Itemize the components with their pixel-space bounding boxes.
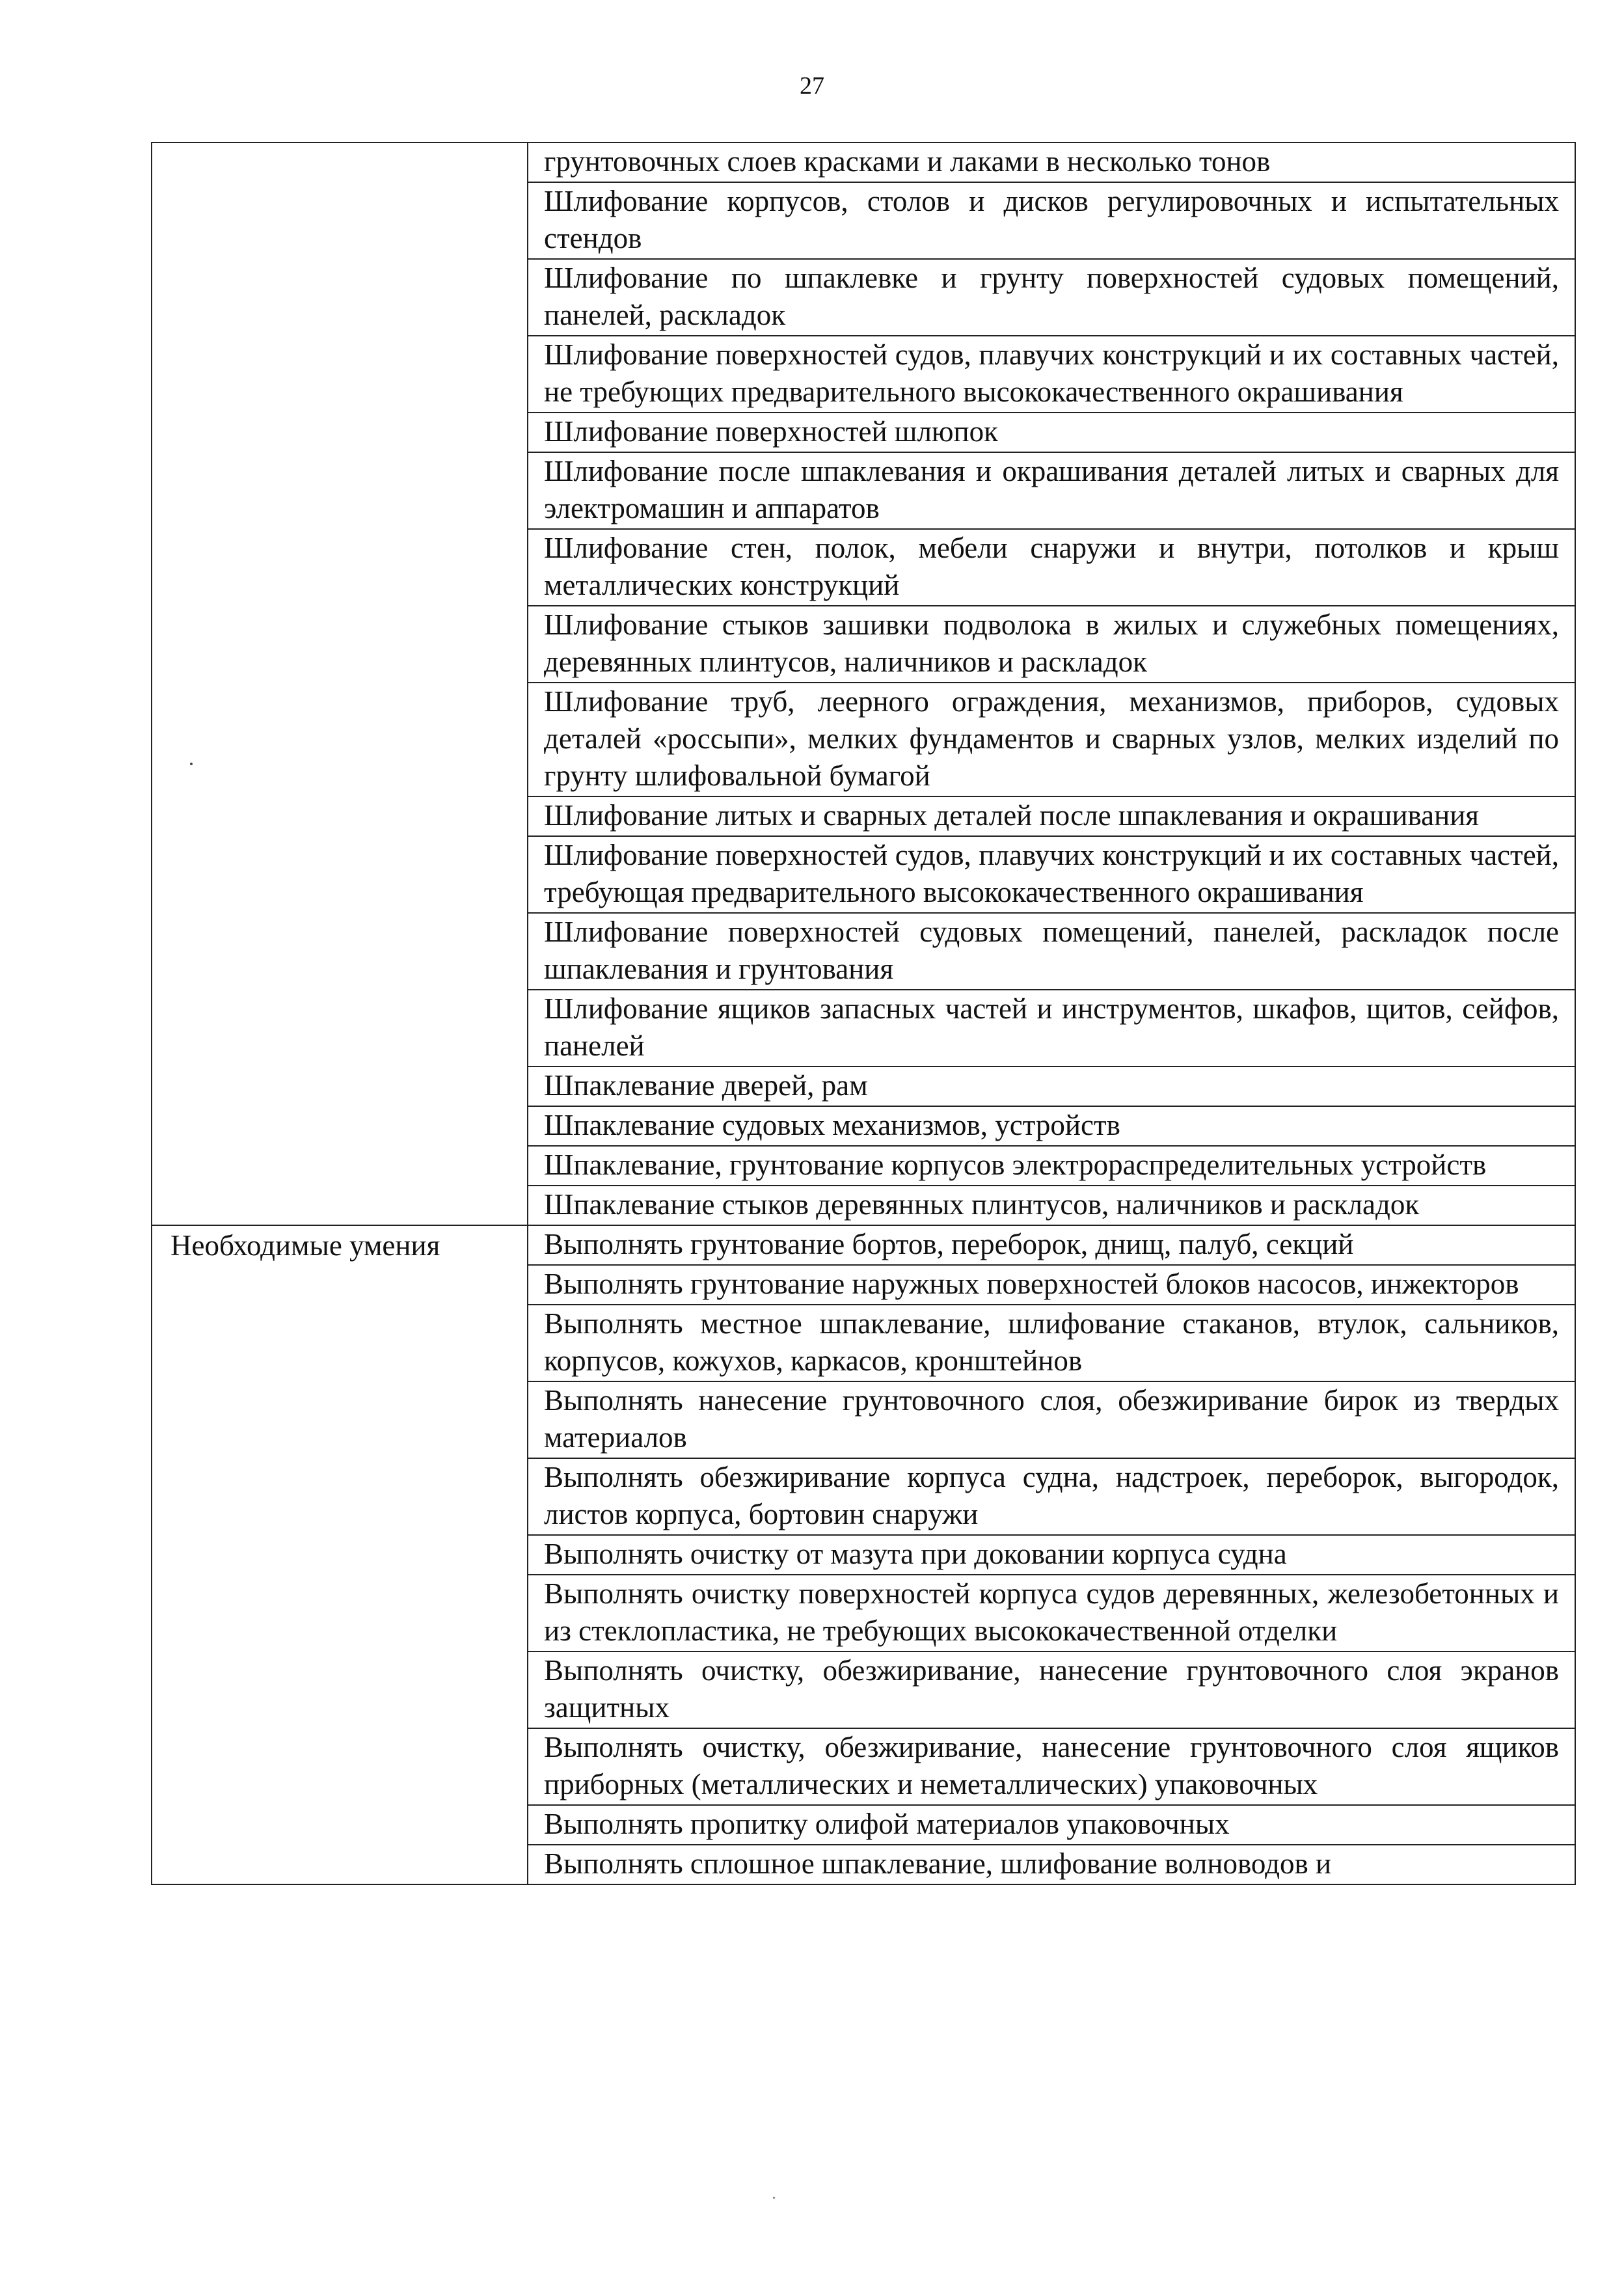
items-list <box>528 1226 1575 1884</box>
table-item: Выполнять грунтование бортов, переборок, днищ, палуб, секций <box>528 1226 1575 1266</box>
table-item: Шлифование литых и сварных деталей после шпаклевания и окрашивания <box>528 797 1575 837</box>
table-item: Шлифование поверхностей судов, плавучих конструкций и их составных частей, требующая предварительного высококачественного окрашивания <box>528 837 1575 914</box>
row-label: Необходимые умения <box>170 1229 440 1262</box>
table-row-continuation <box>152 143 1575 1225</box>
competency-table <box>151 142 1576 1885</box>
scan-speck <box>190 763 193 765</box>
table-item: Выполнять очистку, обезжиривание, нанесение грунтовочного слоя экранов защитных <box>528 1652 1575 1729</box>
table-item: Шлифование стыков зашивки подволока в жилых и служебных помещениях, деревянных плинтусов, наличников и раскладок <box>528 606 1575 683</box>
table-item: Выполнять грунтование наружных поверхностей блоков насосов, инжекторов <box>528 1266 1575 1305</box>
table-item: Шпаклевание стыков деревянных плинтусов, наличников и раскладок <box>544 1188 1420 1221</box>
items-cell <box>528 143 1575 1225</box>
table-item: грунтовочных слоев красками и лаками в несколько тонов <box>528 143 1575 183</box>
table-item: Шпаклевание, грунтование корпусов электрораспределительных устройств <box>528 1147 1575 1186</box>
table-row-skills <box>152 1225 1575 1884</box>
table-item: Выполнять обезжиривание корпуса судна, надстроек, переборок, выгородок, листов корпуса, бортовин снаружи <box>528 1459 1575 1536</box>
items-cell <box>528 1225 1575 1884</box>
table-item: Выполнять сплошное шпаклевание, шлифование волноводов и <box>544 1847 1332 1880</box>
table-item: Шлифование корпусов, столов и дисков регулировочных и испытательных стендов <box>528 183 1575 260</box>
table-item: Шлифование поверхностей судов, плавучих конструкций и их составных частей, не требующих предварительного высококачественного окрашивания <box>528 336 1575 413</box>
items-list <box>528 143 1575 1225</box>
scan-speck <box>773 2197 775 2199</box>
table-item: Выполнять очистку от мазута при доковании корпуса судна <box>528 1536 1575 1575</box>
page-number: 27 <box>800 72 824 100</box>
table-item: Выполнять очистку, обезжиривание, нанесение грунтовочного слоя ящиков приборных (металлических и неметаллических) упаковочных <box>528 1729 1575 1806</box>
table-item: Шлифование стен, полок, мебели снаружи и внутри, потолков и крыш металлических конструкций <box>528 530 1575 606</box>
table-item: Шлифование труб, леерного ограждения, механизмов, приборов, судовых деталей «россыпи», мелких фундаментов и сварных узлов, мелких изделий по грунту шлифовальной бумагой <box>528 683 1575 797</box>
table-item: Шлифование поверхностей судовых помещений, панелей, раскладок после шпаклевания и грунтования <box>528 914 1575 990</box>
table-item: Шлифование по шпаклевке и грунту поверхностей судовых помещений, панелей, раскладок <box>528 260 1575 336</box>
row-label-cell <box>152 143 528 1225</box>
table-item: Выполнять пропитку олифой материалов упаковочных <box>528 1806 1575 1845</box>
table-item: Шлифование после шпаклевания и окрашивания деталей литых и сварных для электромашин и аппаратов <box>528 453 1575 530</box>
table-item: Шпаклевание дверей, рам <box>528 1067 1575 1107</box>
table-item: Выполнять нанесение грунтовочного слоя, обезжиривание бирок из твердых материалов <box>528 1382 1575 1459</box>
table-item: Выполнять очистку поверхностей корпуса судов деревянных, железобетонных и из стеклопластика, не требующих высококачественной отделки <box>528 1575 1575 1652</box>
table-item: Шлифование поверхностей шлюпок <box>528 413 1575 453</box>
table-item: Шпаклевание судовых механизмов, устройств <box>528 1107 1575 1147</box>
table-item: Шлифование ящиков запасных частей и инструментов, шкафов, щитов, сейфов, панелей <box>528 990 1575 1067</box>
row-label-cell <box>152 1225 528 1884</box>
table-item: Выполнять местное шпаклевание, шлифование стаканов, втулок, сальников, корпусов, кожухов, каркасов, кронштейнов <box>528 1305 1575 1382</box>
